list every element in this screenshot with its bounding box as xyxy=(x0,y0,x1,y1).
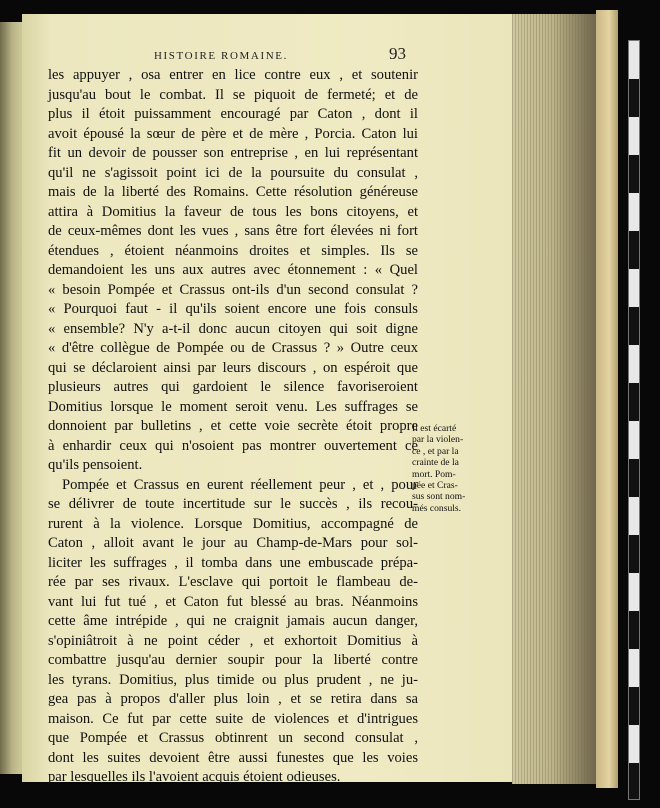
text-line: avoit épousé la sœur de père et de mère , Porcia. Caton lui xyxy=(48,125,418,142)
text-line: les tyrans. Domitius, plus timide ou plus prudent , ne ju- xyxy=(48,671,418,688)
margin-note-line: pée et Cras- xyxy=(412,480,458,492)
text-line: attira à Domitius la faveur de tous les bons citoyens, et xyxy=(48,203,418,220)
text-line: étendues , étoient néanmoins droites et simples. Ils se xyxy=(48,242,418,259)
margin-note-line: ce , et par la xyxy=(412,445,459,457)
text-line: s'opiniâtroit à ne point céder , et exhortoit Domitius à xyxy=(48,632,418,649)
text-line: maison. Ce fut par cette suite de violences et d'intrigues xyxy=(48,710,418,727)
text-line: « besoin Pompée et Crassus ont-ils d'un second consulat ? xyxy=(48,281,418,298)
text-line: gea pas à propos d'aller plus loin , et se retira dans sa xyxy=(48,691,418,707)
text-line: qu'ils pensoient. xyxy=(48,457,143,473)
text-line: à enhardir ceux qui n'osoient pas montrer ouvertement ce xyxy=(48,437,418,454)
text-line: cette âme intrépide , qui ne craignit jamais aucun danger, xyxy=(48,613,418,629)
page-number: 93 xyxy=(389,44,406,63)
text-line: mais de la liberté des Romains. Cette résolution généreuse xyxy=(48,184,418,200)
margin-note-line: sus sont nom- xyxy=(412,491,466,503)
book-cover-edge xyxy=(596,10,618,788)
text-line: plusieurs autres qui gardoient le silence favoriseroient xyxy=(48,379,418,395)
left-page-edge xyxy=(0,22,22,774)
text-line: « ensemble? N'y a-t-il donc aucun citoyen qui soit digne xyxy=(48,320,418,337)
body-text xyxy=(48,66,418,788)
text-line: vant lui fut tué , et Caton fut blessé au bras. Néanmoins xyxy=(48,593,418,610)
text-line: « d'être collègue de Pompée ou de Crassus ? » Outre ceux xyxy=(48,340,418,356)
text-line: fit un devoir de pousser son entreprise , en lui représentant xyxy=(48,145,418,161)
margin-note-line: par la violen- xyxy=(412,434,464,446)
text-line: que Pompée et Crassus obtinrent un second consulat , xyxy=(48,730,418,746)
margin-note-line: crainte de la xyxy=(412,457,459,469)
text-line: Caton , alloit avant le jour au Champ-de-Mars pour sol- xyxy=(48,535,418,551)
text-line: par lesquelles ils l'avoient acquis étoient odieuses. xyxy=(48,769,341,785)
text-line: les appuyer , osa entrer en lice contre eux , et soutenir xyxy=(48,67,418,83)
margin-note-line: més consuls. xyxy=(412,502,462,514)
running-head: HISTOIRE ROMAINE. xyxy=(154,50,288,62)
margin-note-line: mort. Pom- xyxy=(412,468,456,480)
text-line: Domitius lorsque le moment seroit venu. Les suffrages se xyxy=(48,398,418,415)
color-scale-bar xyxy=(628,40,640,800)
text-line: plus il étoit puissamment encouragé par Caton , dont il xyxy=(48,106,418,122)
text-line: donnoient par bulletins , et cette voie secrète étoit propre xyxy=(48,418,418,434)
text-line: qui se déclaroient ainsi par leurs discours , on espéroit que xyxy=(48,359,418,376)
text-line: jusqu'au bout le combat. Il se piquoit de fermeté; et de xyxy=(48,86,418,103)
text-line: dont les suites devoient être aussi funestes que les voies xyxy=(48,749,418,766)
text-line: « Pourquoi faut - il qu'ils soient encore une fois consuls xyxy=(48,301,418,317)
text-line: rée par ses rivaux. L'esclave qui portoit le flambeau de- xyxy=(48,574,418,590)
text-line: qu'il ne s'agissoit point ici de la poursuite du consulat , xyxy=(48,164,418,181)
text-line: combattre jusqu'au dernier soupir pour la liberté contre xyxy=(48,652,418,668)
text-line: rurent à la violence. Lorsque Domitius, accompagné de xyxy=(48,515,418,532)
text-line: Pompée et Crassus en eurent réellement peur , et , pour xyxy=(62,476,418,493)
text-line: liciter les suffrages , il tomba dans une embuscade prépa- xyxy=(48,554,418,571)
margin-note xyxy=(412,423,474,514)
text-line: se délivrer de toute incertitude sur le succès , ils recou- xyxy=(48,496,418,512)
text-line: de ceux-mêmes dont les vues , sans être fort élevées ni fort xyxy=(48,223,418,239)
text-line: demandoient les uns aux autres avec étonnement : « Quel xyxy=(48,262,418,278)
margin-note-line: Il est écarté xyxy=(412,423,457,434)
